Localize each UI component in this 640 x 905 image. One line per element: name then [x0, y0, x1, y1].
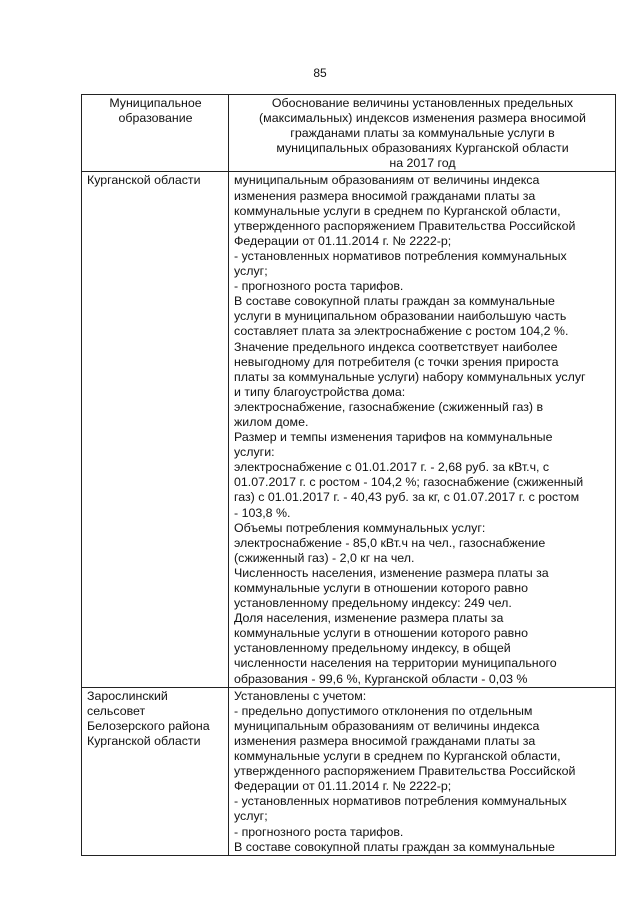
justification-text-line: коммунальные услуги в среднем по Курганской области,: [234, 203, 561, 218]
justification-text-line: электроснабжение, газоснабжение (сжиженный газ) в: [234, 399, 544, 414]
header-municipality: [82, 95, 229, 172]
justification-text-line: услуг;: [234, 264, 268, 279]
table-row: [82, 687, 616, 855]
justification-text-line: услуги в муниципальном образовании наибольшую часть: [234, 309, 567, 324]
justification-text-line: составляет плата за электроснабжение с ростом 104,2 %.: [234, 324, 569, 339]
justification-text-line: Доля населения, изменение размера платы за: [234, 611, 504, 626]
page-number: 85: [313, 66, 327, 80]
justification-text-line: (сжиженный газ) - 2,0 кг на чел.: [234, 550, 415, 565]
municipality-cell: [82, 172, 229, 687]
justification-text-line: жилом доме.: [234, 414, 309, 429]
justification-text-line: муниципальным образованиям от величины индекса: [234, 173, 540, 188]
justification-text-line: - установленных нормативов потребления коммунальных: [234, 248, 567, 263]
municipality-name-line: Курганской области: [87, 173, 201, 188]
justification-text-line: газ) с 01.01.2017 г. - 40,43 руб. за кг, с 01.07.2017 г. с ростом: [234, 490, 580, 505]
justification-text-line: В составе совокупной платы граждан за коммунальные: [234, 294, 555, 309]
justification-text-line: изменения размера вносимой гражданами платы за: [234, 733, 536, 748]
justification-text-line: - установленных нормативов потребления коммунальных: [234, 794, 567, 809]
justification-text-line: Федерации от 01.11.2014 г. № 2222-р;: [234, 779, 452, 794]
justification-text-line: Значение предельного индекса соответствует наиболее: [234, 339, 558, 354]
justification-text-line: Установлены с учетом:: [234, 688, 367, 703]
municipality-name-line: сельсовет: [87, 703, 146, 718]
municipality-name-line: Зарослинский: [87, 688, 168, 703]
municipality-name-line: Курганской области: [87, 733, 201, 748]
justification-text-line: Объемы потребления коммунальных услуг:: [234, 520, 486, 535]
header-line: на 2017 год: [389, 156, 456, 171]
justification-text-line: - прогнозного роста тарифов.: [234, 279, 404, 294]
justification-text-line: 01.07.2017 г. с ростом - 104,2 %; газоснабжение (сжиженный: [234, 475, 584, 490]
justification-text-line: установленному предельному индексу: 249 чел.: [234, 596, 512, 611]
justification-text-line: - 103,8 %.: [234, 505, 291, 520]
tariff-justification-table: [81, 94, 616, 856]
justification-text-line: услуги:: [234, 445, 275, 460]
justification-text-line: образования - 99,6 %, Курганской области - 0,03 %: [234, 671, 528, 686]
header-line: Обоснование величины установленных предельных: [271, 96, 574, 110]
justification-text-line: изменения размера вносимой гражданами платы за: [234, 188, 536, 203]
justification-text-line: услуг;: [234, 809, 268, 824]
municipality-name-line: Белозерского района: [87, 718, 210, 733]
header-line: образование: [118, 111, 193, 126]
justification-text-line: коммунальные услуги в отношении которого равно: [234, 626, 528, 641]
justification-text-line: Федерации от 01.11.2014 г. № 2222-р;: [234, 233, 452, 248]
header-line: гражданами платы за коммунальные услуги в: [290, 126, 555, 141]
justification-text-line: муниципальным образованиям от величины индекса: [234, 718, 540, 733]
justification-text-line: утвержденного распоряжением Правительства Российской: [234, 764, 576, 779]
justification-text-line: численности населения на территории муниципального: [234, 656, 557, 671]
justification-text-line: - прогнозного роста тарифов.: [234, 824, 404, 839]
justification-text-line: В составе совокупной платы граждан за коммунальные: [234, 839, 555, 854]
justification-text-line: и типу благоустройства дома:: [234, 384, 406, 399]
justification-text-line: электроснабжение с 01.01.2017 г. - 2,68 руб. за кВт.ч, с: [234, 460, 550, 475]
justification-cell: [229, 172, 616, 687]
justification-text-line: Размер и темпы изменения тарифов на коммунальные: [234, 430, 553, 445]
justification-text-line: платы за коммунальные услуги) набору коммунальных услуг: [234, 369, 586, 384]
table-header-row: [82, 95, 616, 172]
justification-text-line: - предельно допустимого отклонения по отдельным: [234, 703, 533, 718]
table-row: [82, 172, 616, 687]
header-line: (максимальных) индексов изменения размера вносимой: [259, 111, 586, 126]
justification-text-line: электроснабжение - 85,0 кВт.ч на чел., газоснабжение: [234, 535, 546, 550]
justification-text-line: Численность населения, изменение размера платы за: [234, 565, 549, 580]
justification-text-line: невыгодному для потребителя (с точки зрения прироста: [234, 354, 559, 369]
justification-text-line: коммунальные услуги в отношении которого равно: [234, 581, 528, 595]
justification-cell: [229, 687, 616, 855]
justification-text-line: установленному предельному индексу, в общей: [234, 641, 511, 656]
header-justification: [229, 95, 616, 172]
header-line: Муниципальное: [109, 96, 202, 110]
justification-text-line: утвержденного распоряжением Правительства Российской: [234, 218, 576, 233]
municipality-cell: [82, 687, 229, 855]
justification-text-line: коммунальные услуги в среднем по Курганской области,: [234, 749, 561, 764]
header-line: муниципальных образованиях Курганской области: [276, 141, 569, 156]
